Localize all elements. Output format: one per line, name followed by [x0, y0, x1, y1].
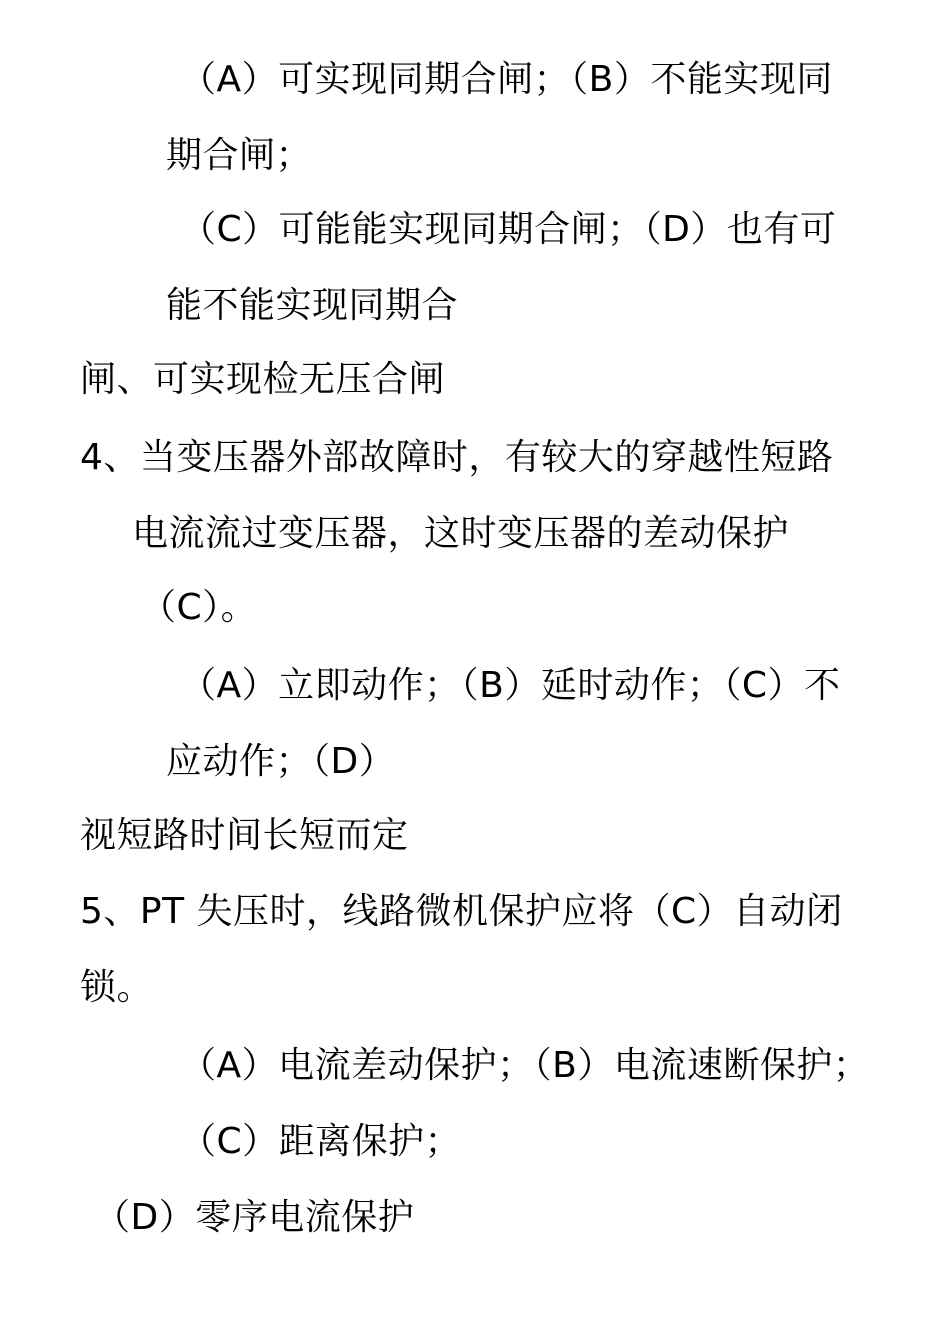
q3-options-line-4: 能不能实现同期合	[166, 285, 459, 326]
q3-options-line-2: 期合闸；	[166, 135, 313, 176]
q4-stem-line-1: 4、当变压器外部故障时，有较大的穿越性短路	[80, 437, 834, 478]
q4-options-line-2: 应动作；（D）	[166, 741, 396, 782]
q3-options-line-1: （A）可实现同期合闸；（B）不能实现同	[180, 59, 833, 100]
q4-stem-line-2: 电流流过变压器，这时变压器的差动保护	[132, 513, 790, 554]
q5-options-line-2: （C）距离保护；	[180, 1121, 462, 1162]
q3-options-line-5: 闸、可实现检无压合闸	[80, 359, 446, 400]
q5-options-line-3: （D）零序电流保护	[94, 1197, 415, 1238]
q4-options-line-1: （A）立即动作；（B）延时动作；（C）不	[180, 665, 841, 706]
q5-stem-line-2: 锁。	[80, 967, 154, 1008]
q5-stem-line-1: 5、PT 失压时，线路微机保护应将（C）自动闭	[80, 891, 843, 932]
q4-options-line-3: 视短路时间长短而定	[80, 815, 409, 856]
q3-options-line-3: （C）可能能实现同期合闸；（D）也有可	[180, 209, 837, 250]
q4-stem-line-3: （C）。	[140, 587, 258, 628]
q5-options-line-1: （A）电流差动保护；（B）电流速断保护；	[180, 1045, 870, 1086]
